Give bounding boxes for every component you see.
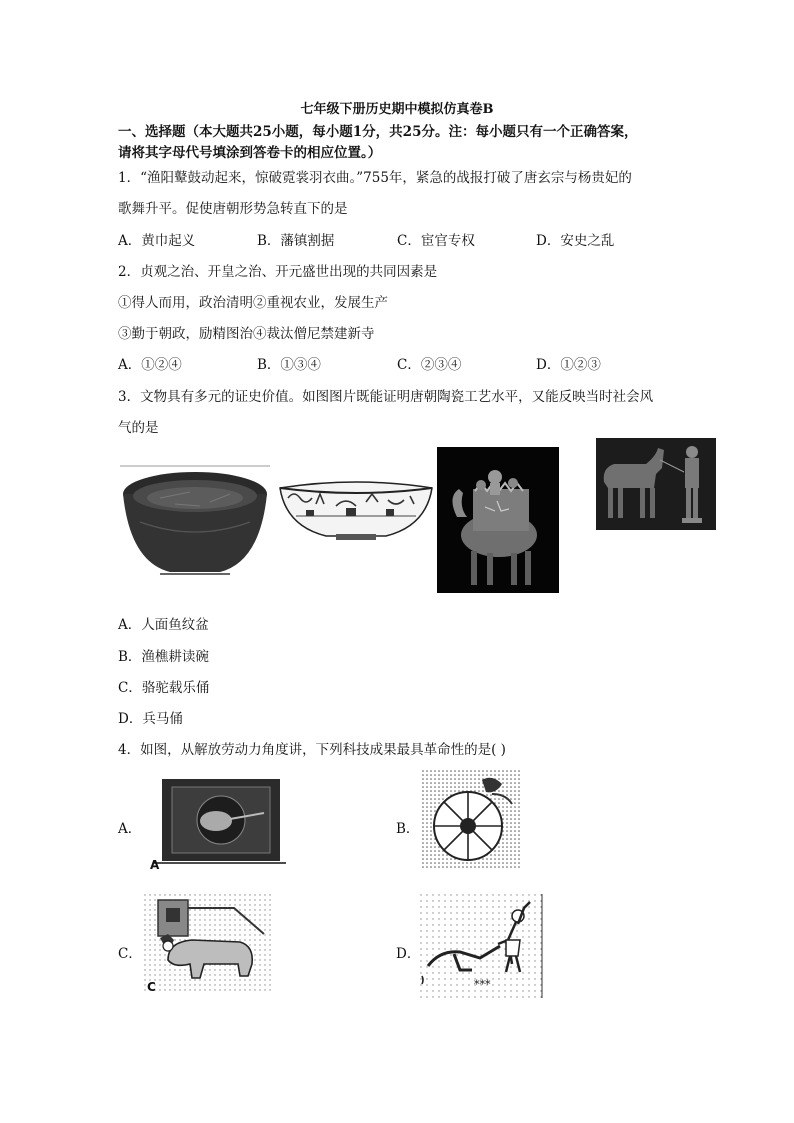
q2-option-d: D．①②③: [536, 357, 601, 373]
q4-image-a-corner-letter: A: [150, 858, 160, 872]
q4-label-c: C．: [118, 946, 142, 962]
q1-option-a: A．黄巾起义: [118, 233, 196, 249]
q3-option-d: D．兵马俑: [118, 711, 183, 727]
q2-statement-1-2: ①得人而用，政治清明②重视农业，发展生产: [118, 295, 388, 311]
q1-stem-line-2: 歌舞升平。促使唐朝形势急转直下的是: [118, 201, 348, 217]
q3-stem-line-2: 气的是: [118, 420, 159, 436]
q2-option-c: C．②③④: [397, 357, 462, 373]
q4-image-d-caption: ***: [474, 978, 491, 991]
terracotta-army-image: [596, 438, 716, 530]
q1-stem-line-1: 1．“渔阳鼙鼓动起来，惊破霓裳羽衣曲。”755年，紧急的战报打破了唐玄宗与杨贵妃的: [118, 170, 632, 186]
q4-label-a: A．: [118, 821, 142, 837]
q4-label-d: D．: [396, 946, 421, 962]
q3-option-b: B．渔樵耕读碗: [118, 649, 209, 665]
q3-stem-line-1: 3．文物具有多元的证史价值。如图图片既能证明唐朝陶瓷工艺水平，又能反映当时社会风: [118, 389, 654, 405]
section-heading-line-1: 一、选择题（本大题共25小题，每小题1分，共25分。注：每小题只有一个正确答案，: [118, 124, 638, 140]
ox-plow-image: [144, 894, 272, 992]
q4-image-c-corner-letter: C: [147, 980, 156, 994]
q4-label-b: B．: [396, 821, 420, 837]
pottery-basin-image: [120, 462, 270, 580]
porcelain-bowl-image: [276, 476, 436, 544]
q2-statement-3-4: ③勤于朝政，励精图治④裁汰僧尼禁建新寺: [118, 326, 375, 342]
q2-option-a: A．①②④: [118, 357, 182, 373]
q1-option-d: D．安史之乱: [536, 233, 615, 249]
water-wheel-image: [422, 770, 522, 868]
q3-option-a: A．人面鱼纹盆: [118, 617, 209, 633]
section-heading-line-2: 请将其字母代号填涂到答卷卡的相应位置。）: [118, 145, 382, 161]
q2-option-b: B．①③④: [257, 357, 321, 373]
q1-option-b: B．藩镇割据: [257, 233, 335, 249]
q1-option-c: C．宦官专权: [397, 233, 475, 249]
q3-option-c: C．骆驼载乐俑: [118, 680, 210, 696]
page-title: 七年级下册历史期中模拟仿真卷B: [300, 102, 494, 117]
camel-music-figurine-image: [437, 447, 559, 593]
compass-sinan-image: [146, 775, 286, 873]
q4-stem: 4．如图，从解放劳动力角度讲，下列科技成果最具革命性的是( ): [118, 742, 506, 758]
q2-stem: 2．贞观之治、开皇之治、开元盛世出现的共同因素是: [118, 264, 438, 280]
